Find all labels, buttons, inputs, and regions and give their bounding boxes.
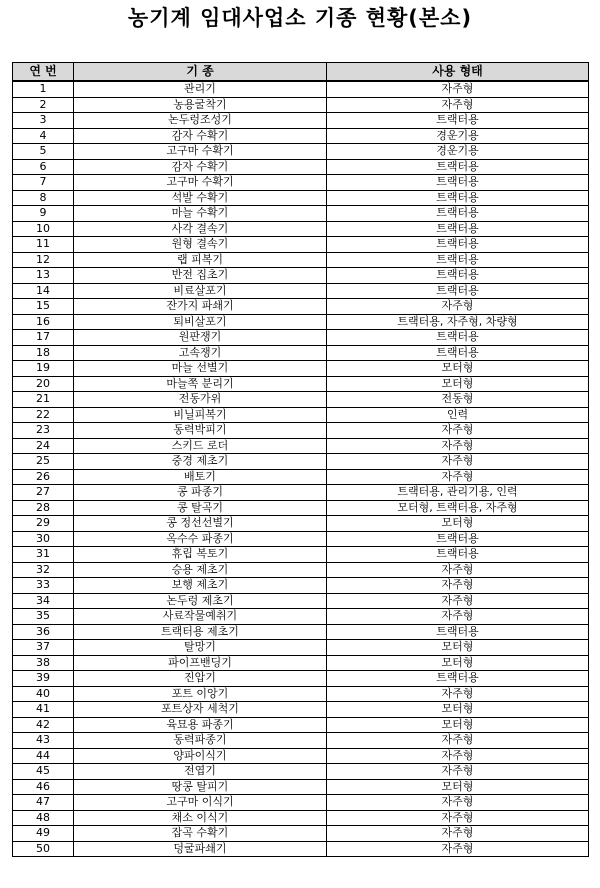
table-body <box>13 81 589 857</box>
row-usage: 모터형 <box>327 702 589 718</box>
table-row <box>13 81 589 97</box>
row-number: 32 <box>13 562 74 578</box>
table-row <box>13 144 589 160</box>
header-number: 연 번 <box>13 63 74 82</box>
row-usage: 자주형 <box>327 454 589 470</box>
row-number: 12 <box>13 252 74 268</box>
row-model: 콩 탈곡기 <box>74 500 327 516</box>
row-model: 전동가위 <box>74 392 327 408</box>
table-row <box>13 578 589 594</box>
row-model: 진압기 <box>74 671 327 687</box>
row-number: 22 <box>13 407 74 423</box>
row-number: 10 <box>13 221 74 237</box>
table-row <box>13 686 589 702</box>
table-row <box>13 128 589 144</box>
row-model: 양파이식기 <box>74 748 327 764</box>
row-model: 덩굴파쇄기 <box>74 841 327 857</box>
row-usage: 트랙터용 <box>327 345 589 361</box>
table-row <box>13 330 589 346</box>
row-number: 19 <box>13 361 74 377</box>
row-usage: 트랙터용 <box>327 624 589 640</box>
row-usage: 자주형 <box>327 686 589 702</box>
row-model: 논두렁조성기 <box>74 113 327 129</box>
table-row <box>13 299 589 315</box>
row-number: 18 <box>13 345 74 361</box>
row-usage: 트랙터용 <box>327 330 589 346</box>
row-usage: 트랙터용, 자주형, 차량형 <box>327 314 589 330</box>
row-model: 마늘 수확기 <box>74 206 327 222</box>
table-row <box>13 516 589 532</box>
row-usage: 트랙터용 <box>327 175 589 191</box>
table-row <box>13 268 589 284</box>
row-usage: 자주형 <box>327 733 589 749</box>
row-number: 44 <box>13 748 74 764</box>
table-row <box>13 655 589 671</box>
table-row <box>13 795 589 811</box>
table-row <box>13 314 589 330</box>
row-usage: 자주형 <box>327 795 589 811</box>
row-usage: 자주형 <box>327 609 589 625</box>
row-model: 휴립 복토기 <box>74 547 327 563</box>
table-row <box>13 376 589 392</box>
row-model: 채소 이식기 <box>74 810 327 826</box>
row-usage: 자주형 <box>327 578 589 594</box>
table-row <box>13 500 589 516</box>
row-model: 동력파종기 <box>74 733 327 749</box>
table-row <box>13 841 589 857</box>
row-model: 탈망기 <box>74 640 327 656</box>
row-usage: 트랙터용 <box>327 159 589 175</box>
row-number: 5 <box>13 144 74 160</box>
row-model: 원판쟁기 <box>74 330 327 346</box>
row-model: 사료작물예취기 <box>74 609 327 625</box>
row-number: 47 <box>13 795 74 811</box>
row-number: 28 <box>13 500 74 516</box>
row-number: 15 <box>13 299 74 315</box>
row-number: 35 <box>13 609 74 625</box>
row-number: 6 <box>13 159 74 175</box>
row-model: 고구마 이식기 <box>74 795 327 811</box>
table-row <box>13 252 589 268</box>
row-usage: 자주형 <box>327 764 589 780</box>
row-model: 잡곡 수확기 <box>74 826 327 842</box>
table-row <box>13 469 589 485</box>
table-row <box>13 159 589 175</box>
row-number: 43 <box>13 733 74 749</box>
table-row <box>13 702 589 718</box>
row-model: 마늘쪽 분리기 <box>74 376 327 392</box>
table-row <box>13 810 589 826</box>
row-model: 논두렁 제초기 <box>74 593 327 609</box>
row-model: 콩 정선선별기 <box>74 516 327 532</box>
table-row <box>13 423 589 439</box>
row-usage: 경운기용 <box>327 144 589 160</box>
row-model: 석발 수확기 <box>74 190 327 206</box>
row-model: 반전 집초기 <box>74 268 327 284</box>
row-number: 24 <box>13 438 74 454</box>
row-usage: 모터형 <box>327 717 589 733</box>
table-row <box>13 640 589 656</box>
table-row <box>13 624 589 640</box>
row-model: 고속쟁기 <box>74 345 327 361</box>
row-usage: 자주형 <box>327 810 589 826</box>
row-usage: 트랙터용 <box>327 221 589 237</box>
row-usage: 모터형 <box>327 779 589 795</box>
table-row <box>13 485 589 501</box>
row-number: 31 <box>13 547 74 563</box>
row-number: 7 <box>13 175 74 191</box>
row-usage: 트랙터용 <box>327 206 589 222</box>
row-model: 옥수수 파종기 <box>74 531 327 547</box>
table-row <box>13 779 589 795</box>
row-number: 21 <box>13 392 74 408</box>
table-header-row <box>13 63 589 82</box>
row-number: 14 <box>13 283 74 299</box>
row-usage: 자주형 <box>327 299 589 315</box>
table-row <box>13 454 589 470</box>
row-usage: 모터형, 트랙터용, 자주형 <box>327 500 589 516</box>
table-row <box>13 283 589 299</box>
row-number: 39 <box>13 671 74 687</box>
row-usage: 자주형 <box>327 97 589 113</box>
row-usage: 트랙터용 <box>327 671 589 687</box>
row-usage: 전동형 <box>327 392 589 408</box>
row-usage: 트랙터용 <box>327 237 589 253</box>
row-number: 45 <box>13 764 74 780</box>
row-number: 29 <box>13 516 74 532</box>
table-row <box>13 345 589 361</box>
row-model: 콩 파종기 <box>74 485 327 501</box>
row-model: 잔가지 파쇄기 <box>74 299 327 315</box>
row-number: 3 <box>13 113 74 129</box>
row-number: 50 <box>13 841 74 857</box>
table-row <box>13 671 589 687</box>
row-number: 37 <box>13 640 74 656</box>
row-model: 스키드 로더 <box>74 438 327 454</box>
row-usage: 트랙터용 <box>327 531 589 547</box>
row-model: 동력박피기 <box>74 423 327 439</box>
row-number: 1 <box>13 81 74 97</box>
table-row <box>13 190 589 206</box>
row-number: 49 <box>13 826 74 842</box>
row-model: 승용 제초기 <box>74 562 327 578</box>
table-row <box>13 407 589 423</box>
row-usage: 트랙터용, 관리기용, 인력 <box>327 485 589 501</box>
row-usage: 자주형 <box>327 748 589 764</box>
table-row <box>13 593 589 609</box>
row-number: 30 <box>13 531 74 547</box>
row-usage: 자주형 <box>327 841 589 857</box>
row-number: 16 <box>13 314 74 330</box>
row-model: 감자 수확기 <box>74 128 327 144</box>
row-model: 감자 수확기 <box>74 159 327 175</box>
row-model: 배토기 <box>74 469 327 485</box>
row-model: 농용굴착기 <box>74 97 327 113</box>
machine-table <box>12 62 589 857</box>
row-model: 보행 제초기 <box>74 578 327 594</box>
table-row <box>13 438 589 454</box>
row-number: 38 <box>13 655 74 671</box>
table-row <box>13 562 589 578</box>
row-model: 마늘 선별기 <box>74 361 327 377</box>
header-usage: 사용 형태 <box>327 63 589 82</box>
table-row <box>13 237 589 253</box>
table-row <box>13 113 589 129</box>
row-usage: 자주형 <box>327 469 589 485</box>
row-model: 트랙터용 제초기 <box>74 624 327 640</box>
row-number: 36 <box>13 624 74 640</box>
row-usage: 모터형 <box>327 655 589 671</box>
row-usage: 모터형 <box>327 376 589 392</box>
row-usage: 자주형 <box>327 81 589 97</box>
row-model: 전엽기 <box>74 764 327 780</box>
row-usage: 자주형 <box>327 593 589 609</box>
row-number: 26 <box>13 469 74 485</box>
page-title: 농기계 임대사업소 기종 현황(본소) <box>127 6 473 30</box>
row-number: 17 <box>13 330 74 346</box>
row-number: 33 <box>13 578 74 594</box>
row-number: 8 <box>13 190 74 206</box>
row-number: 11 <box>13 237 74 253</box>
row-model: 비닐피복기 <box>74 407 327 423</box>
row-usage: 트랙터용 <box>327 252 589 268</box>
row-usage: 자주형 <box>327 423 589 439</box>
row-model: 랩 피복기 <box>74 252 327 268</box>
table-row <box>13 221 589 237</box>
row-usage: 트랙터용 <box>327 268 589 284</box>
row-usage: 모터형 <box>327 516 589 532</box>
table-row <box>13 392 589 408</box>
row-number: 46 <box>13 779 74 795</box>
row-number: 27 <box>13 485 74 501</box>
row-usage: 자주형 <box>327 826 589 842</box>
table-row <box>13 175 589 191</box>
table-row <box>13 748 589 764</box>
row-usage: 경운기용 <box>327 128 589 144</box>
row-model: 비료살포기 <box>74 283 327 299</box>
row-number: 42 <box>13 717 74 733</box>
row-number: 25 <box>13 454 74 470</box>
row-number: 41 <box>13 702 74 718</box>
table-row <box>13 826 589 842</box>
table-row <box>13 361 589 377</box>
table-row <box>13 531 589 547</box>
row-model: 퇴비살포기 <box>74 314 327 330</box>
row-model: 사각 결속기 <box>74 221 327 237</box>
row-number: 2 <box>13 97 74 113</box>
row-number: 40 <box>13 686 74 702</box>
row-usage: 모터형 <box>327 640 589 656</box>
row-usage: 트랙터용 <box>327 283 589 299</box>
table-row <box>13 206 589 222</box>
table-row <box>13 609 589 625</box>
row-model: 포트상자 세척기 <box>74 702 327 718</box>
row-usage: 인력 <box>327 407 589 423</box>
row-number: 34 <box>13 593 74 609</box>
row-model: 중경 제초기 <box>74 454 327 470</box>
row-model: 원형 결속기 <box>74 237 327 253</box>
row-number: 23 <box>13 423 74 439</box>
row-number: 13 <box>13 268 74 284</box>
row-model: 육묘용 파종기 <box>74 717 327 733</box>
row-usage: 자주형 <box>327 438 589 454</box>
row-usage: 자주형 <box>327 562 589 578</box>
row-model: 관리기 <box>74 81 327 97</box>
table-row <box>13 97 589 113</box>
table-row <box>13 717 589 733</box>
row-model: 고구마 수확기 <box>74 175 327 191</box>
table-row <box>13 733 589 749</box>
row-number: 20 <box>13 376 74 392</box>
row-model: 땅콩 탈피기 <box>74 779 327 795</box>
row-number: 4 <box>13 128 74 144</box>
row-usage: 트랙터용 <box>327 547 589 563</box>
row-model: 고구마 수확기 <box>74 144 327 160</box>
row-model: 포트 이앙기 <box>74 686 327 702</box>
row-usage: 트랙터용 <box>327 113 589 129</box>
table-row <box>13 547 589 563</box>
row-number: 9 <box>13 206 74 222</box>
row-usage: 모터형 <box>327 361 589 377</box>
row-model: 파이프밴딩기 <box>74 655 327 671</box>
header-model: 기 종 <box>74 63 327 82</box>
row-usage: 트랙터용 <box>327 190 589 206</box>
table-row <box>13 764 589 780</box>
row-number: 48 <box>13 810 74 826</box>
